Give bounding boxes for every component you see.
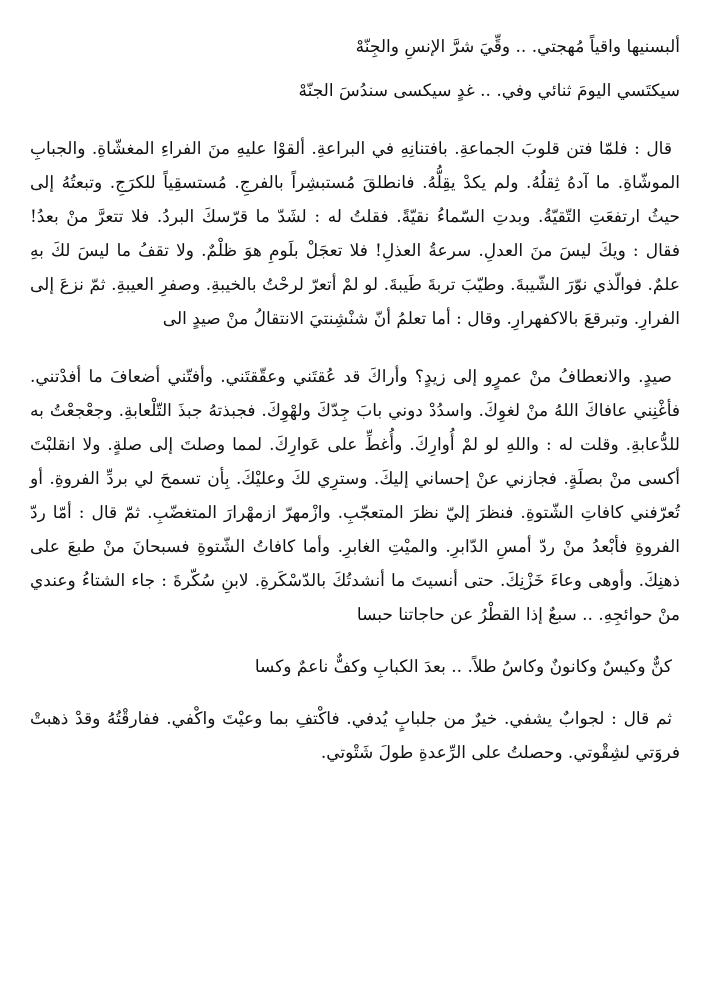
verse-line-3: كنٌّ وكيسٌ وكانونٌ وكاسُ طلاً. .. بعدَ الكبابِ وكفٌّ ناعمٌ وكسا	[254, 657, 672, 677]
paragraph-3: ثم قال : لجوابٌ يشفي. خيرٌ من جلبابٍ يُدفي. فاكْتفِ بما وعيْتَ واكْفي. ففارقْتُهُ وقدْ ذهبتْ فروَتي لشِقْوتي. وحصلتُ على الرِّعدةِ طولَ شَتْوتي.	[30, 709, 680, 763]
document-page	[30, 30, 680, 980]
verse-line-1: ألبسنيها واقياً مُهجتي. .. وقِّيَ شرَّ الإنسِ والجِنّهْ	[355, 37, 680, 57]
verse-line-2: سيكتَسي اليومَ ثنائي وفي. .. غدٍ سيكسى سندُسَ الجنّهْ	[298, 81, 680, 101]
paragraph-2: صيدٍ. والانعطافُ منْ عمرٍو إلى زيدٍ؟ وأراكَ قد عُقتَني وعقّقتَني. وأفتّني أضعافَ ما أفدْتني. فأغْنِني عافاكَ اللهُ منْ لغوِكَ. واسدُدْ دوني بابَ جِدّكَ ولهْوِكَ. فجبذتهُ جبذَ التّلْعابةِ. وجعْجعْتُ به للدُّعابةِ. وقلت له : واللهِ لو لمْ أُوارِكَ. وأُغطِّ على عَوارِكَ. لمما وصلتَ إلى صلةٍ. ولا انقلبْتَ أكسى منْ بصلَةٍ. فجازني عنْ إحساني إليكَ. وسترِي لكَ وعليْكَ. بِأن تسمحَ لي بردِّ الفروةِ. أو تُعرّفني كافاتِ الشّتوةِ. فنظرَ إليّ نظرَ المتعجّبِ. وازْمهرّ ازمهْرارَ المتغضّبِ. ثمّ قال : أمّا ردّ الفروةِ فأبْعدُ منْ ردّ أمسِ الدّابرِ. والميْتِ الغابرِ. وأما كافاتُ الشّتوةِ فسبحانَ منْ طبعَ على ذهنِكَ. وأوهى وعاءَ خَزْنِكَ. حتى أنسيتَ ما أنشدتُكَ بالدّسْكَرةِ. لابنِ سُكّرةَ : جاء الشتاءُ وعندي منْ حوائجِهِ. .. سبعٌ إذا القطْرُ عن حاجاتنا حبسا	[30, 367, 680, 625]
paragraph-1: قال : فلمّا فتن قلوبَ الجماعةِ. بافتنانِهِ في البراعةِ. ألقوْا عليهِ منَ الفراءِ المغشّاةِ. والجبابِ الموشّاةِ. ما آدهُ ثِقلُهُ. ولم يكدْ يقِلُّهُ. فانطلقَ مُستبشِراً بالفرجِ. مُستسقِياً للكرَجِ. وتبعتُهُ إلى حيثُ ارتفعَتِ التّقيّةُ. وبدتِ السّماءُ نقيّةً. فقلتُ له : لشَدّ ما قرّسكَ البردُ. فلا تتعرَّ منْ بعدُ! فقال : ويكَ ليسَ منَ العدلِ. سرعةُ العذلِ! فلا تعجَلْ بلَومِ هوَ ظلْمٌ. ولا تقفُ ما ليسَ لكَ بهِ علمٌ. فوالّذي نوّرَ الشّيبةَ. وطيّبَ تربةَ طَيبةَ. لو لمْ أتعرّ لرحْتُ بالخيبةِ. وصفرِ العيبةِ. ثمّ نزعَ إلى الفرارِ. وتبرقعَ بالاكفهرارِ. وقال : أما تعلمُ أنّ شنْشِنتيَ الانتقالُ منْ صيدٍ الى	[30, 139, 680, 329]
